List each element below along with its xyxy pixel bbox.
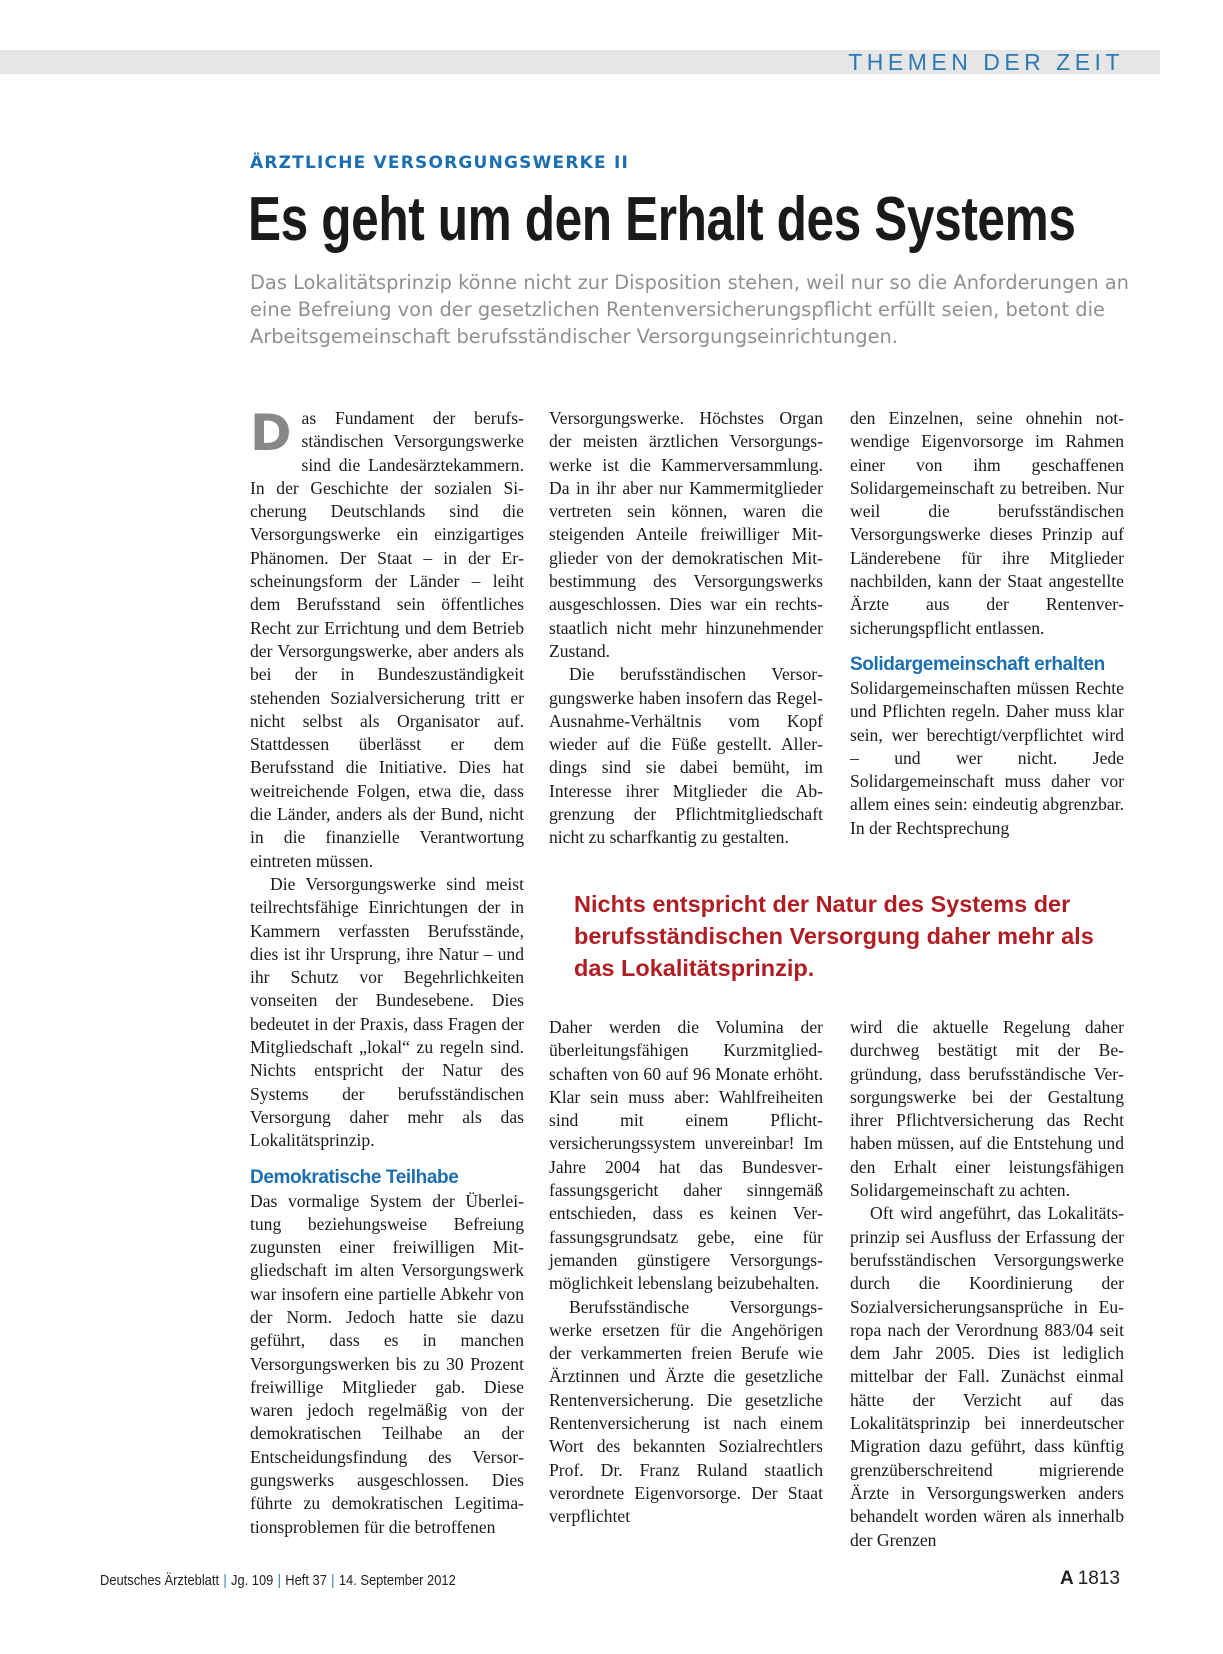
paragraph-text: as Fundament der berufsständischen Versorgungswerke sind die Landesärztekammern. In der Geschichte der sozialen Sicherung Deutschlands sind die Versorgungswerke ein einzigartiges Phänomen. Der Staat – in der Erscheinungsform der Länder – leiht dem Berufsstand sein öffentliches Recht zur Errichtung und dem Betrieb der Versorgungswerke, aber anders als bei der in Bundeszuständigkeit stehenden Sozialversicherung tritt er nicht selbst als Organisator auf. Stattdessen überlässt er dem Berufsstand die Initiative. Dies hat weitreichende Folgen, etwa die, dass die Länder, anders als der Bund, nicht in die finanzielle Verantwortung eintreten müssen.	[250, 408, 524, 871]
subheading-solidargemeinschaft: Solidargemeinschaft erhalten	[850, 653, 1105, 675]
paragraph	[250, 404, 524, 873]
paragraph: Die berufsständischen Versorgungswerke haben insofern das Regel-Ausnahme-Verhältnis vom Kopf wieder auf die Füße gestellt. Allerdings sind sie dabei bemüht, im Interesse ihrer Mitglieder die Abgrenzung der Pflichtmitgliedschaft nicht zu scharfkantig zu gestalten.	[549, 664, 823, 848]
paragraph: Berufsständische Versorgungswerke ersetzen für die Angehörigen der verkammerten freien Berufe wie Ärztinnen und Ärzte die gesetzliche Rentenversicherung. Die gesetzliche Rentenversicherung ist nach einem Wort des bekannten Sozialrechtlers Prof. Dr. Franz Ruland staatlich verordnete Eigenvorsorge. Der Staat verpflichtet	[549, 1296, 823, 1527]
paragraph: Oft wird angeführt, das Lokalitätsprinzip sei Ausfluss der Erfassung der berufsständischen Versorgungswerke durch die Koordinierung der Sozialversicherungsansprüche in Europa nach der Verordnung 883/04 seit dem Jahr 2005. Dies ist lediglich mittelbar der Fall. Zunächst einmal hätte der Verzicht auf das Lokalitätsprinzip bei innerdeutscher Migration dazu geführt, dass künftig grenzüberschreitend migrierende Ärzte in Versorgungswerken anders behandelt worden wären als innerhalb der Grenzen	[850, 1203, 1124, 1550]
article-column-1	[250, 404, 524, 1539]
subheading-demokratische-teilhabe: Demokratische Teilhabe	[250, 1166, 459, 1188]
separator: |	[223, 1572, 227, 1589]
drop-cap: D	[250, 404, 292, 462]
page-prefix: A	[1059, 1568, 1074, 1589]
pull-quote: Nichts entspricht der Natur des Systems der berufsständischen Versorgung daher mehr als das Lokalitätsprinzip.	[574, 891, 1094, 981]
article-column-3	[850, 407, 1124, 840]
paragraph: Die Versorgungswerke sind meist teilrechtsfähige Einrichtungen der in Kammern verfassten Berufsstände, dies ist ihr Ursprung, ihre Natur – und ihr Schutz vor Begehrlichkeiten vonseiten der Bundesebene. Dies bedeutet in der Praxis, dass Fragen der Mitgliedschaft „lokal“ zu regeln sind. Nichts entspricht der Natur des Systems der berufsständischen Versorgung daher mehr als das Lokalitätsprinzip.	[250, 873, 524, 1151]
separator: |	[277, 1572, 281, 1589]
page-number	[1060, 1568, 1120, 1590]
article-title: Es geht um den Erhalt des Systems	[248, 185, 1076, 254]
article-column-3-lower	[850, 1016, 1124, 1552]
paragraph: Das vormalige System der Überleitung beziehungsweise Befreiung zugunsten einer freiwilligen Mitgliedschaft im alten Versorgungswerk war insofern eine partielle Abkehr von der Norm. Jedoch hatte sie dazu geführt, dass es in manchen Versorgungswerken bis zu 30 Prozent freiwillige Mitglieder gab. Diese waren jedoch regelmäßig von der demokratischen Teilhabe an der Entscheidungsfindung des Versorgungswerks ausgeschlossen. Dies führte zu demokratischen Legitimationsproblemen für die betroffenen	[250, 1190, 524, 1537]
article-column-2-lower	[549, 1016, 823, 1529]
paragraph: Solidargemeinschaften müssen Rechte und Pflichten regeln. Daher muss klar sein, wer berechtigt/verpflichtet wird – und wer nicht. Jede Solidargemeinschaft muss daher vor allem eines sein: eindeutig abgrenzbar. In der Rechtsprechung	[850, 677, 1124, 838]
issue-date: 14. September 2012	[338, 1572, 456, 1589]
paragraph: Daher werden die Volumina der überleitungsfähigen Kurzmitgliedschaften von 60 auf 96 Monate erhöht. Klar sein muss aber: Wahlfreiheiten sind mit einem Pflichtversicherungssystem unvereinbar! Im Jahre 2004 hat das Bundesverfassungsgericht daher sinngemäß entschieden, dass es keinen Verfassungsgrundsatz gebe, eine für jemanden günstigere Versorgungsmöglichkeit lebenslang beizubehalten.	[549, 1017, 823, 1294]
section-label: THEMEN DER ZEIT	[848, 49, 1124, 75]
journal-name: Deutsches Ärzteblatt	[100, 1572, 220, 1589]
issue: Heft 37	[285, 1572, 327, 1589]
paragraph: wird die aktuelle Regelung daher durchweg bestätigt mit der Begründung, dass berufsständische Versorgungswerke bei der Gestaltung ihrer Pflichtversicherung das Recht haben müssen, auf die Entstehung und den Erhalt einer leistungsfähigen Solidargemeinschaft zu achten.	[850, 1017, 1124, 1201]
article-column-2	[549, 407, 823, 850]
separator: |	[331, 1572, 335, 1589]
paragraph: Versorgungswerke. Höchstes Organ der meisten ärztlichen Versorgungswerke ist die Kammerversammlung. Da in ihr aber nur Kammermitglieder vertreten sein können, waren die steigenden Anteile freiwilliger Mitglieder von der demokratischen Mitbestimmung des Versorgungswerks ausgeschlossen. Dies war ein rechtsstaatlich nicht mehr hinzunehmender Zustand.	[549, 408, 823, 661]
article-kicker: ÄRZTLICHE VERSORGUNGSWERKE II	[250, 153, 630, 173]
footer-citation	[100, 1572, 456, 1589]
article-lead: Das Lokalitätsprinzip könne nicht zur Disposition stehen, weil nur so die Anforderungen an eine Befreiung von der gesetzlichen Rentenversicherungspflicht erfüllt seien, betont die Arbeitsgemeinschaft berufsständischer Versorgungseinrichtungen.	[250, 271, 1129, 348]
page-number-value: 1813	[1077, 1568, 1120, 1589]
paragraph: den Einzelnen, seine ohnehin notwendige Eigenvorsorge im Rahmen einer von ihm geschaffenen Solidargemeinschaft zu betreiben. Nur weil die berufsständischen Versorgungswerke dieses Prinzip auf Länderebene für ihre Mitglieder nachbilden, kann der Staat angestellte Ärzte aus der Rentenversicherungspflicht entlassen.	[850, 408, 1124, 638]
volume: Jg. 109	[230, 1572, 274, 1589]
